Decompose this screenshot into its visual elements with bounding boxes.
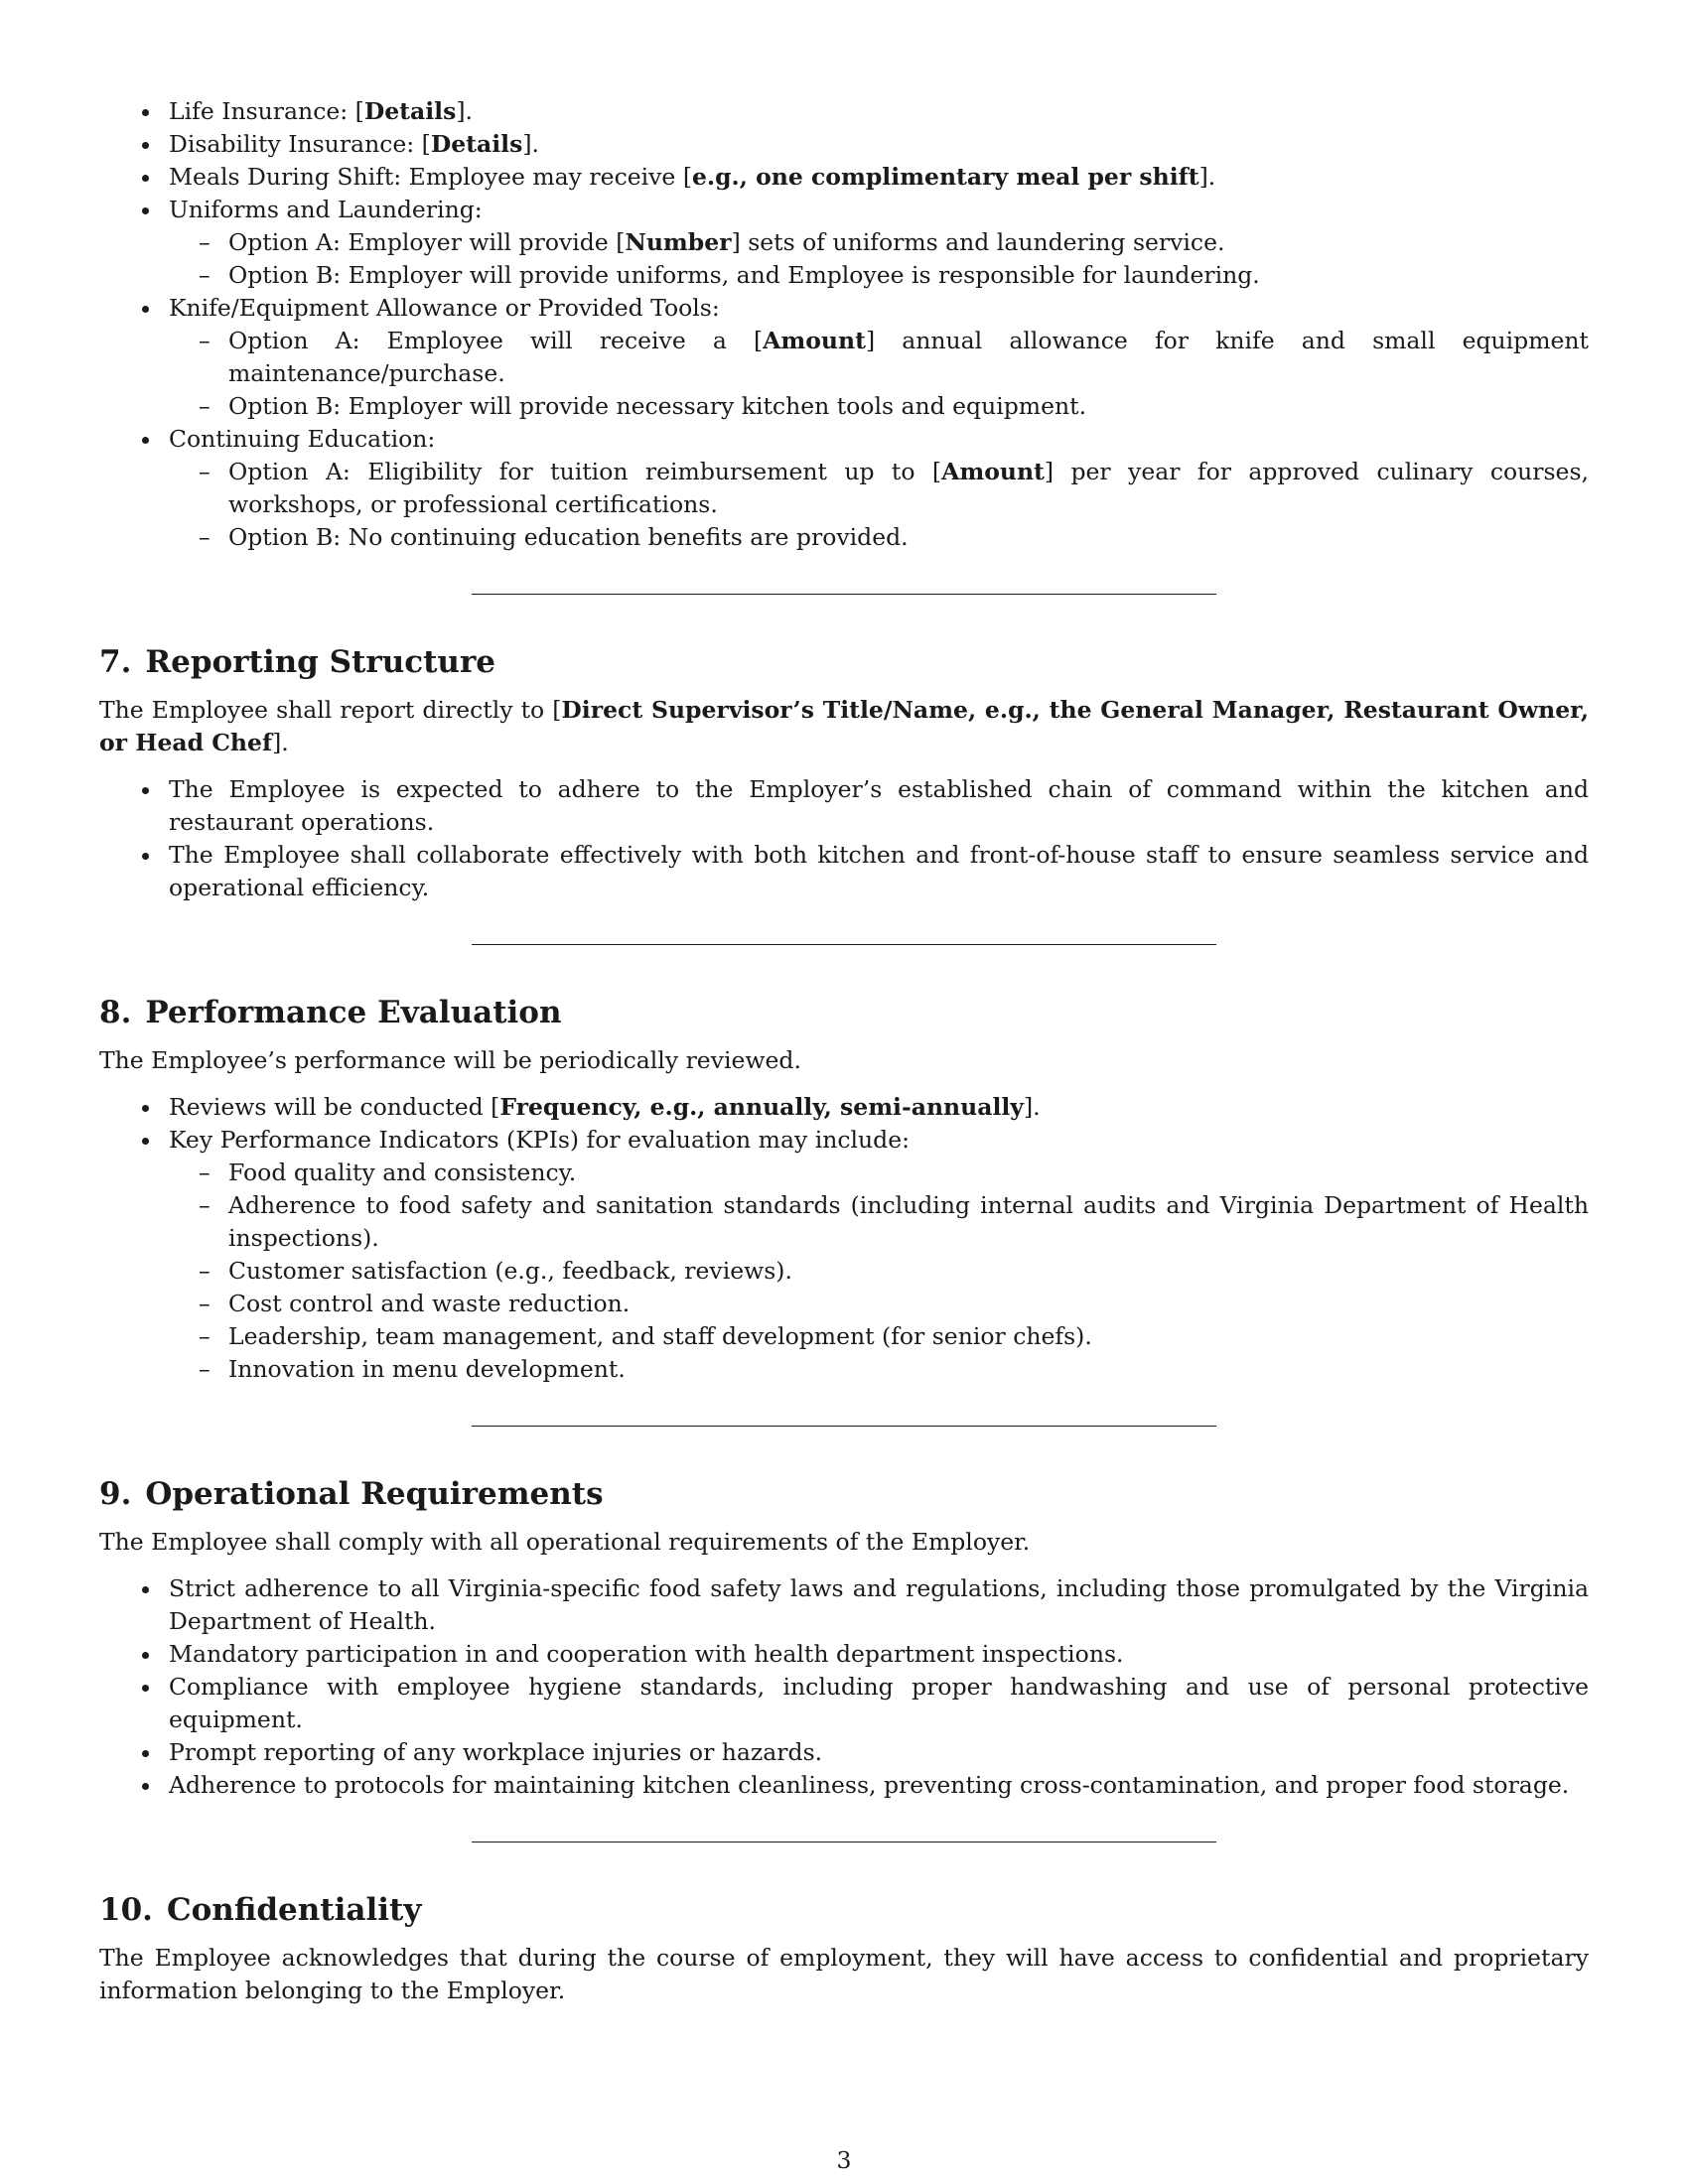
section-paragraph: The Employee shall comply with all operational requirements of the Employer. [99, 1528, 1031, 1556]
section-paragraph: The Employee’s performance will be periodically reviewed. [99, 1046, 801, 1074]
sub-list-item: – Food quality and consistency. [169, 1157, 1589, 1189]
sub-list-item: – Option B: Employer will provide necessary kitchen tools and equipment. [169, 390, 1589, 423]
list-item: Strict adherence to all Virginia-specific food safety laws and regulations, including those promulgated by the Virginia Department of Health. [99, 1572, 1589, 1638]
operational-list [99, 1572, 1589, 1802]
sub-list-item: – Option A: Employee will receive a [Amount] annual allowance for knife and small equipment maintenance/purchase. [169, 325, 1589, 390]
performance-list [99, 1091, 1589, 1386]
sub-list-item: – Option A: Eligibility for tuition reimbursement up to [Amount] per year for approved culinary courses, workshops, or professional certifications. [169, 456, 1589, 521]
section-heading-confidentiality: 10. Confidentiality [99, 1892, 422, 1928]
section-paragraph: The Employee acknowledges that during the course of employment, they will have access to confidential and proprietary information belonging to the Employer. [99, 1944, 1589, 2004]
page-number: 3 [836, 2146, 852, 2174]
section-divider [472, 1842, 1216, 1843]
reporting-list [99, 773, 1589, 904]
list-item: Life Insurance: [Details]. [99, 95, 1589, 128]
sub-list-item: – Innovation in menu development. [169, 1353, 1589, 1386]
section-heading-operational: 9. Operational Requirements [99, 1476, 604, 1512]
list-item: Mandatory participation in and cooperation with health department inspections. [99, 1638, 1589, 1671]
sub-list-item: – Option A: Employer will provide [Number] sets of uniforms and laundering service. [169, 226, 1589, 259]
document-page [99, 95, 1589, 2007]
list-item: Compliance with employee hygiene standards, including proper handwashing and use of personal protective equipment. [99, 1671, 1589, 1736]
section-paragraph: The Employee shall report directly to [Direct Supervisor’s Title/Name, e.g., the General Manager, Restaurant Owner, or Head Chef]. [99, 696, 1589, 756]
section-heading-reporting: 7. Reporting Structure [99, 644, 496, 680]
list-item: Adherence to protocols for maintaining kitchen cleanliness, preventing cross-contamination, and proper food storage. [99, 1769, 1589, 1802]
uniform-options [169, 226, 1589, 292]
education-options [169, 456, 1589, 554]
sub-list-item: – Option B: No continuing education benefits are provided. [169, 521, 1589, 554]
section-divider [472, 944, 1216, 945]
list-item: Reviews will be conducted [Frequency, e.g., annually, semi-annually]. [99, 1091, 1589, 1124]
list-item: Disability Insurance: [Details]. [99, 128, 1589, 161]
sub-list-item: – Adherence to food safety and sanitation standards (including internal audits and Virginia Department of Health inspections). [169, 1189, 1589, 1255]
list-item: Key Performance Indicators (KPIs) for evaluation may include: – Food quality and consistency. – Adherence to food safety and sanitation standards (including internal audits and Virginia Department of Health inspections). – Customer satisfaction (e.g., feedback, reviews). – Cost control and waste reduction. – Leadership, team management, and staff development (for senior chefs). – Innovation in menu development. [99, 1124, 1589, 1386]
sub-list-item: – Option B: Employer will provide uniforms, and Employee is responsible for laundering. [169, 259, 1589, 292]
list-item: Continuing Education: – Option A: Eligibility for tuition reimbursement up to [Amount] per year for approved culinary courses, workshops, or professional certifications. – Option B: No continuing education benefits are provided. [99, 423, 1589, 554]
sub-list-item: – Cost control and waste reduction. [169, 1288, 1589, 1320]
kpi-list [169, 1157, 1589, 1386]
list-item: Knife/Equipment Allowance or Provided Tools: – Option A: Employee will receive a [Amount] annual allowance for knife and small equipment maintenance/purchase. – Option B: Employer will provide necessary kitchen tools and equipment. [99, 292, 1589, 423]
list-item: The Employee shall collaborate effectively with both kitchen and front-of-house staff to ensure seamless service and operational efficiency. [99, 839, 1589, 904]
list-item: Uniforms and Laundering: – Option A: Employer will provide [Number] sets of uniforms and laundering service. – Option B: Employer will provide uniforms, and Employee is responsible for laundering. [99, 194, 1589, 292]
list-item: The Employee is expected to adhere to the Employer’s established chain of command within the kitchen and restaurant operations. [99, 773, 1589, 839]
section-divider [472, 594, 1216, 595]
benefits-list [99, 95, 1589, 554]
section-heading-performance: 8. Performance Evaluation [99, 995, 562, 1030]
sub-list-item: – Leadership, team management, and staff development (for senior chefs). [169, 1320, 1589, 1353]
section-divider [472, 1426, 1216, 1427]
knife-options [169, 325, 1589, 423]
list-item: Meals During Shift: Employee may receive [e.g., one complimentary meal per shift]. [99, 161, 1589, 194]
sub-list-item: – Customer satisfaction (e.g., feedback, reviews). [169, 1255, 1589, 1288]
list-item: Prompt reporting of any workplace injuries or hazards. [99, 1736, 1589, 1769]
